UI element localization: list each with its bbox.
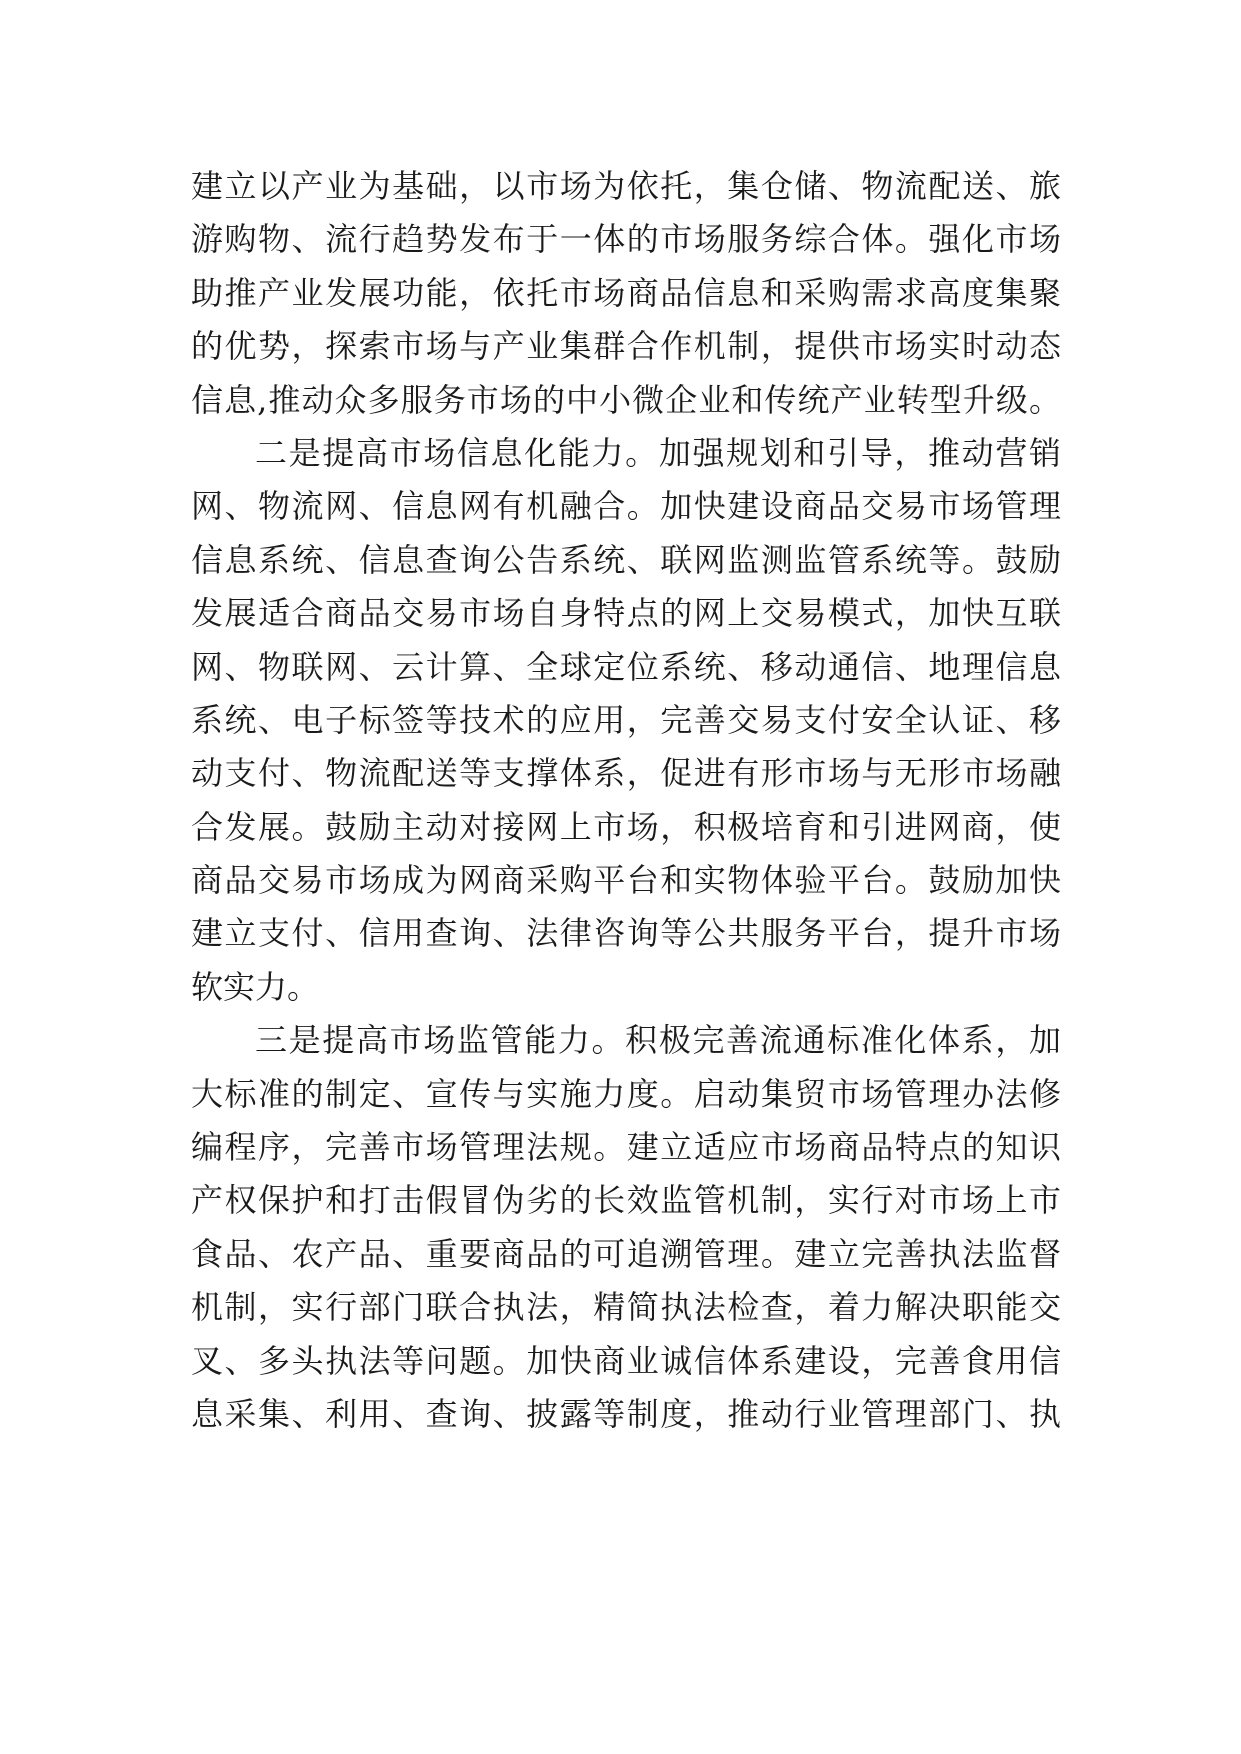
text-line: 叉、多头执法等问题。加快商业诚信体系建设，完善食用信	[191, 1341, 1061, 1380]
text-line: 游购物、流行趋势发布于一体的市场服务综合体。强化市场	[191, 220, 1061, 259]
text-line: 编程序，完善市场管理法规。建立适应市场商品特点的知识	[191, 1128, 1061, 1167]
text-line: 机制，实行部门联合执法，精简执法检查，着力解决职能交	[191, 1288, 1061, 1327]
text-line: 发展适合商品交易市场自身特点的网上交易模式，加快互联	[191, 594, 1061, 633]
paragraph-end-line: 软实力。	[191, 967, 320, 1006]
text-line: 系统、电子标签等技术的应用，完善交易支付安全认证、移	[191, 700, 1061, 739]
text-line: 合发展。鼓励主动对接网上市场，积极培育和引进网商，使	[191, 807, 1061, 846]
text-line: 建立支付、信用查询、法律咨询等公共服务平台，提升市场	[191, 914, 1061, 953]
text-line: 食品、农产品、重要商品的可追溯管理。建立完善执法监督	[191, 1234, 1061, 1273]
text-line: 信息系统、信息查询公告系统、联网监测监管系统等。鼓励	[191, 540, 1061, 579]
text-line: 的优势，探索市场与产业集群合作机制，提供市场实时动态	[191, 327, 1061, 366]
paragraph-start-line: 二是提高市场信息化能力。加强规划和引导，推动营销	[255, 433, 1061, 472]
text-line: 大标准的制定、宣传与实施力度。启动集贸市场管理办法修	[191, 1074, 1061, 1113]
text-line: 商品交易市场成为网商采购平台和实物体验平台。鼓励加快	[191, 861, 1061, 900]
text-line: 助推产业发展功能，依托市场商品信息和采购需求高度集聚	[191, 273, 1061, 312]
text-line: 动支付、物流配送等支撑体系，促进有形市场与无形市场融	[191, 754, 1061, 793]
text-line: 网、物联网、云计算、全球定位系统、移动通信、地理信息	[191, 647, 1061, 686]
text-line: 信息,推动众多服务市场的中小微企业和传统产业转型升级。	[191, 380, 1061, 419]
paragraph-start-line: 三是提高市场监管能力。积极完善流通标准化体系，加	[255, 1021, 1061, 1060]
text-line: 建立以产业为基础，以市场为依托，集仓储、物流配送、旅	[191, 167, 1061, 205]
text-line: 产权保护和打击假冒伪劣的长效监管机制，实行对市场上市	[191, 1181, 1061, 1220]
text-line: 息采集、利用、查询、披露等制度，推动行业管理部门、执	[191, 1394, 1061, 1433]
text-line: 网、物流网、信息网有机融合。加快建设商品交易市场管理	[191, 487, 1061, 526]
body-text	[191, 160, 1061, 1441]
